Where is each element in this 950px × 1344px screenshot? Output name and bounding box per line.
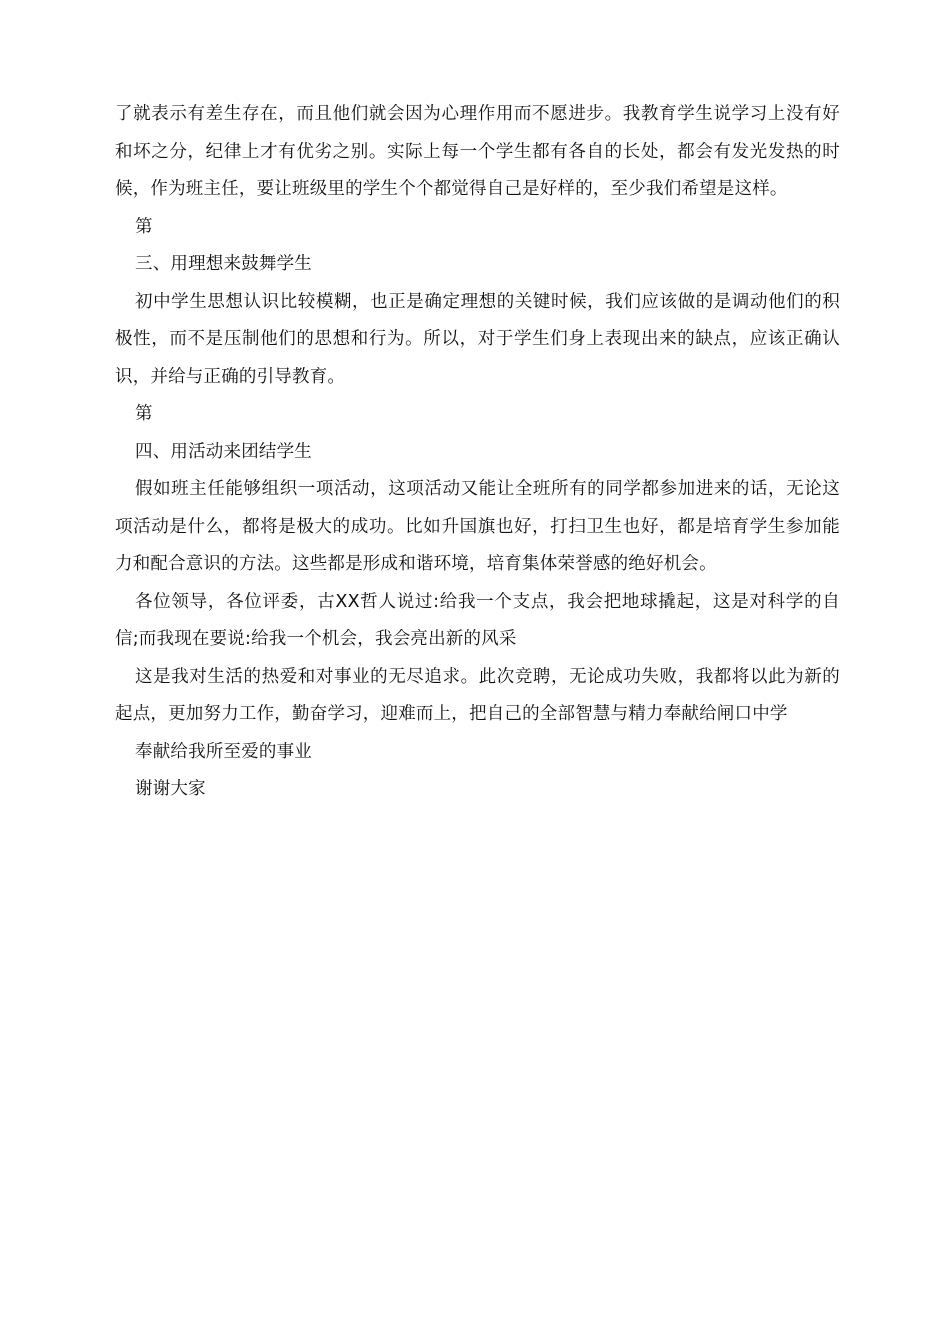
paragraph-1: 了就表示有差生存在，而且他们就会因为心理作用而不愿进步。我教育学生说学习上没有好和坏之分，纪律上才有优劣之别。实际上每一个学生都有各自的长处，都会有发光发热的时候，作为班主任，要让班级里的学生个个都觉得自己是好样的，至少我们希望是这样。 bbox=[115, 104, 840, 199]
section-heading-3: 三、用理想来鼓舞学生 bbox=[135, 254, 312, 274]
paragraph-9: 这是我对生活的热爱和对事业的无尽追求。此次竞聘，无论成功失败，我都将以此为新的起点，更加努力工作，勤奋学习，迎难而上，把自己的全部智慧与精力奉献给闸口中学 bbox=[115, 666, 840, 724]
paragraph-8: 各位领导，各位评委，古XX哲人说过:给我一个支点，我会把地球撬起，这是对科学的自信;而我现在要说:给我一个机会，我会亮出新的风采 bbox=[115, 591, 840, 649]
paragraph-5: 第 bbox=[135, 404, 153, 424]
section-heading-4: 四、用活动来团结学生 bbox=[135, 441, 312, 462]
closing-thanks: 谢谢大家 bbox=[135, 779, 206, 799]
paragraph-7: 假如班主任能够组织一项活动，这项活动又能让全班所有的同学都参加进来的话，无论这项活动是什么，都将是极大的成功。比如升国旗也好，打扫卫生也好，都是培育学生参加能力和配合意识的方法。这些都是形成和谐环境，培育集体荣誉感的绝好机会。 bbox=[115, 479, 840, 574]
paragraph-10: 奉献给我所至爱的事业 bbox=[135, 741, 312, 762]
document-body bbox=[115, 96, 840, 809]
paragraph-4: 初中学生思想认识比较模糊，也正是确定理想的关键时候，我们应该做的是调动他们的积极性，而不是压制他们的思想和行为。所以，对于学生们身上表现出来的缺点，应该正确认识，并给与正确的引导教育。 bbox=[115, 291, 840, 387]
paragraph-2: 第 bbox=[135, 216, 153, 237]
